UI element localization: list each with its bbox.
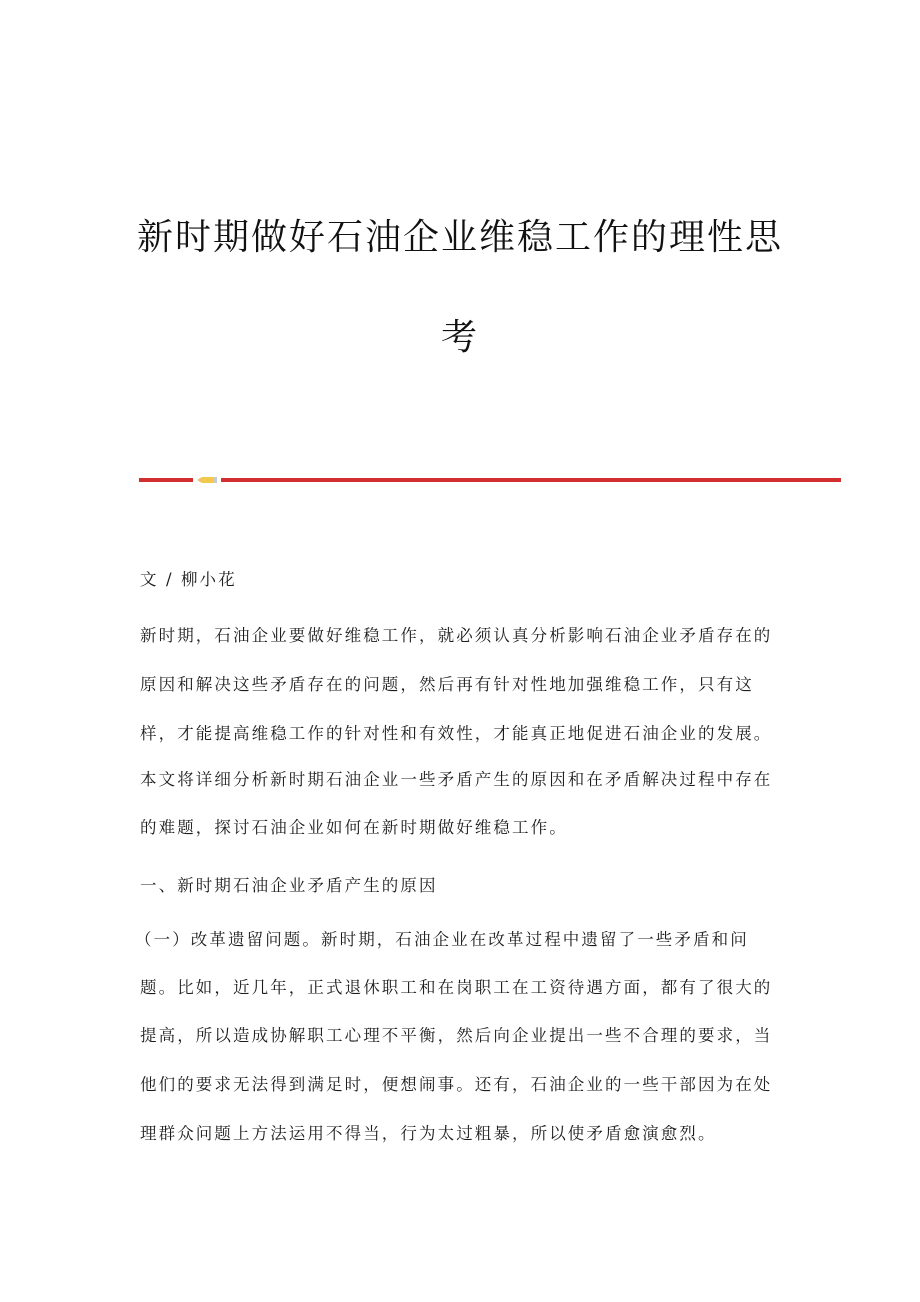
document-title-line-1: 新时期做好石油企业维稳工作的理性思 [136, 217, 783, 258]
pencil-icon [197, 475, 217, 485]
paragraph-line: 题。比如，近几年，正式退休职工和在岗职工在工资待遇方面，都有了很大的 [140, 978, 773, 997]
paragraph-line: 的难题，探讨石油企业如何在新时期做好维稳工作。 [140, 818, 568, 837]
document-title-line-2: 考 [440, 317, 479, 358]
paragraph-line: 原因和解决这些矛盾存在的问题，然后再有针对性地加强维稳工作，只有这 [140, 675, 754, 694]
paragraph-line: 样，才能提高维稳工作的针对性和有效性，才能真正地促进石油企业的发展。 [140, 724, 773, 743]
paragraph-line: 他们的要求无法得到满足时，便想闹事。还有，石油企业的一些干部因为在处 [140, 1075, 773, 1094]
divider-left-segment [139, 478, 193, 482]
title-divider [139, 478, 841, 483]
divider-right-segment [221, 478, 841, 482]
author-byline: 文 / 柳小花 [140, 570, 237, 589]
section-heading: 一、新时期石油企业矛盾产生的原因 [140, 876, 438, 895]
paragraph-line: （一）改革遗留问题。新时期，石油企业在改革过程中遗留了一些矛盾和问 [135, 930, 749, 949]
paragraph-line: 理群众问题上方法运用不得当，行为太过粗暴，所以使矛盾愈演愈烈。 [140, 1124, 717, 1143]
paragraph-line: 新时期，石油企业要做好维稳工作，就必须认真分析影响石油企业矛盾存在的 [140, 626, 773, 645]
paragraph-line: 提高，所以造成协解职工心理不平衡，然后向企业提出一些不合理的要求，当 [140, 1026, 773, 1045]
paragraph-line: 本文将详细分析新时期石油企业一些矛盾产生的原因和在矛盾解决过程中存在 [140, 770, 773, 789]
